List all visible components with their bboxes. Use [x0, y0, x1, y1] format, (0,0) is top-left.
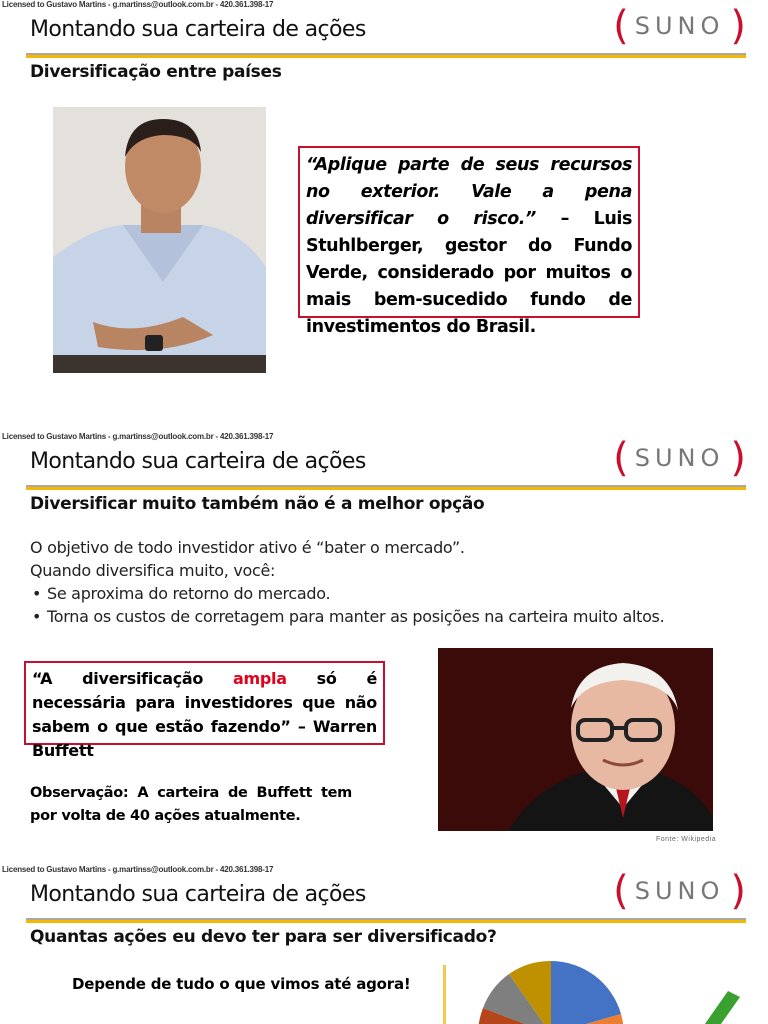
body-line: O objetivo de todo investidor ativo é “bater o mercado”. [30, 538, 465, 557]
slide-title: Montando sua carteira de ações [30, 17, 366, 42]
suno-logo: ( SUNO ) [613, 3, 746, 49]
title-divider [26, 918, 746, 923]
quote-highlight: ampla [232, 669, 287, 688]
title-divider [26, 53, 746, 58]
slide-title: Montando sua carteira de ações [30, 882, 366, 907]
slide-1 [0, 0, 768, 432]
pie-chart-icon [478, 961, 624, 1024]
slide-subtitle: Quantas ações eu devo ter para ser diversificado? [30, 927, 497, 947]
quote-box: “A diversificação ampla só é necessária para investidores que não sabem o que estão fazendo” – Warren Buffett [24, 661, 385, 745]
person-photo [438, 648, 713, 831]
license-text: Licensed to Gustavo Martins - g.martinss@outlook.com.br - 420.361.398-17 [2, 865, 274, 874]
observation-text: Observação: A carteira de Buffett tem por volta de 40 ações atualmente. [30, 785, 352, 824]
suno-logo: ( SUNO ) [613, 868, 746, 914]
license-text: Licensed to Gustavo Martins - g.martinss@outlook.com.br - 420.361.398-17 [2, 432, 274, 441]
slide-subtitle: Diversificar muito também não é a melhor opção [30, 494, 485, 514]
quote-text: “Aplique parte de seus recursos no exterior. Vale a pena diversificar o risco.” [306, 155, 632, 229]
slide-title: Montando sua carteira de ações [30, 449, 366, 474]
body-line: Quando diversifica muito, você: [30, 561, 276, 580]
bullet-list [30, 582, 664, 628]
photo-credit: Fonte: Wikipedia [656, 836, 717, 843]
bullet-item: • Se aproxima do retorno do mercado. [30, 582, 664, 605]
quote-box [298, 146, 640, 337]
body-text [30, 536, 664, 628]
decorative-line [443, 965, 446, 1024]
license-text: Licensed to Gustavo Martins - g.martinss@outlook.com.br - 420.361.398-17 [2, 0, 274, 9]
body-text: Depende de tudo o que vimos até agora! [72, 975, 411, 993]
title-divider [26, 485, 746, 490]
bullet-item: • Torna os custos de corretagem para manter as posições na carteira muito altos. [30, 605, 664, 628]
slide-3 [0, 865, 768, 1024]
suno-logo: ( SUNO ) [613, 435, 746, 481]
slide-subtitle: Diversificação entre países [30, 62, 282, 82]
check-icon [700, 991, 750, 1024]
quote-attribution: – Luis Stuhlberger, gestor do Fundo Verde, considerado por muitos o mais bem-sucedido fundo de investimentos do Brasil. [306, 209, 632, 337]
slide-2 [0, 432, 768, 864]
person-photo [53, 107, 266, 373]
